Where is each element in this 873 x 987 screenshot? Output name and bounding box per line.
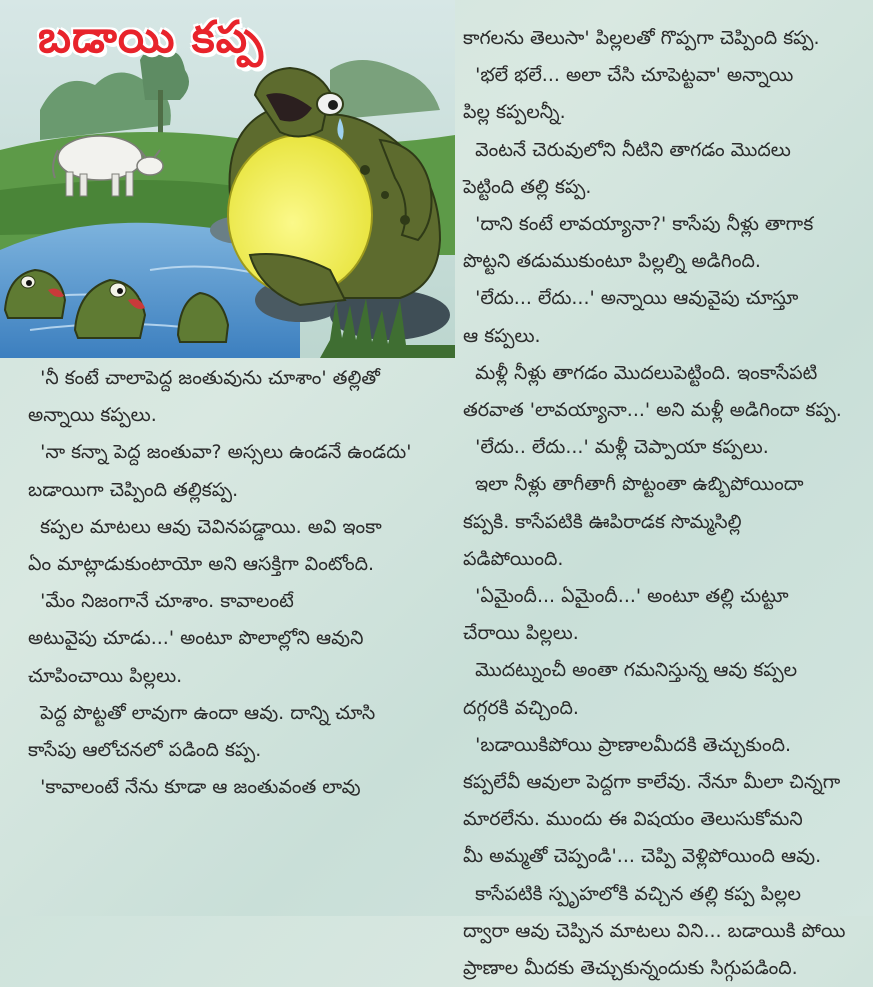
story-text-left-column xyxy=(28,360,433,806)
story-title: బడాయి కప్ప xyxy=(38,12,264,63)
story-text-right-column xyxy=(463,20,863,987)
story-paragraphs-right: కాగలను తెలుసా' పిల్లలతో గొప్పగా చెప్పింది కప్ప. 'భలే భలే... అలా చేసి చూపెట్టవా' అన్నాయి పిల్ల కప్పలన్నీ. వెంటనే చెరువులోని నీటిని తాగడం మొదలు పెట్టింది తల్లి కప్ప. 'దాని కంటే లావయ్యానా?' కాసేపు నీళ్లు తాగాక పొట్టని తడుముకుంటూ పిల్లల్ని అడిగింది. 'లేదు... లేదు...' అన్నాయి ఆవువైపు చూస్తూ ఆ కప్పలు. మళ్లీ నీళ్లు తాగడం మొదలుపెట్టింది. ఇంకాసేపటి తరవాత 'లావయ్యానా...' అని మళ్లీ అడిగిందా కప్ప. 'లేదు.. లేదు...' మళ్లీ చెప్పాయా కప్పలు. ఇలా నీళ్లు తాగీతాగీ పొట్టంతా ఉబ్బిపోయిందా కప్పకి. కాసేపటికి ఊపిరాడక సొమ్మసిల్లి పడిపోయింది. 'ఏమైందీ... ఏమైందీ...' అంటూ తల్లి చుట్టూ చేరాయి పిల్లలు. మొదట్నుంచీ అంతా గమనిస్తున్న ఆవు కప్పల దగ్గరకి వచ్చింది. 'బడాయికిపోయి ప్రాణాలమీదకి తెచ్చుకుంది. కప్పలేవీ ఆవులా పెద్దగా కాలేవు. నేనూ మీలా చిన్నగా మారలేను. ముందు ఈ విషయం తెలుసుకోమని మీ అమ్మతో చెప్పండి'... చెప్పి వెళ్లిపోయింది ఆవు. కాసేపటికి స్పృహలోకి వచ్చిన తల్లి కప్ప పిల్లల ద్వారా ఆవు చెప్పిన మాటలు విని... బడాయికి పోయి ప్రాణాల మీదకు తెచ్చుకున్నందుకు సిగ్గుపడింది. xyxy=(463,27,846,980)
story-paragraphs-left: 'నీ కంటే చాలాపెద్ద జంతువును చూశాం' తల్లితో అన్నాయి కప్పలు. 'నా కన్నా పెద్ద జంతువా? అస్సలు ఉండనే ఉండదు' బడాయిగా చెప్పింది తల్లికప్ప. కప్పల మాటలు ఆవు చెవినపడ్డాయి. అవి ఇంకా ఏం మాట్లాడుకుంటాయో అని ఆసక్తిగా వింటోంది. 'మేం నిజంగానే చూశాం. కావాలంటే అటువైపు చూడు...' అంటూ పొలాల్లోని ఆవుని చూపించాయి పిల్లలు. పెద్ద పొట్టతో లావుగా ఉందా ఆవు. దాన్ని చూసి కాసేపు ఆలోచనలో పడింది కప్ప. 'కావాలంటే నేను కూడా ఆ జంతువంత లావు xyxy=(28,367,412,799)
